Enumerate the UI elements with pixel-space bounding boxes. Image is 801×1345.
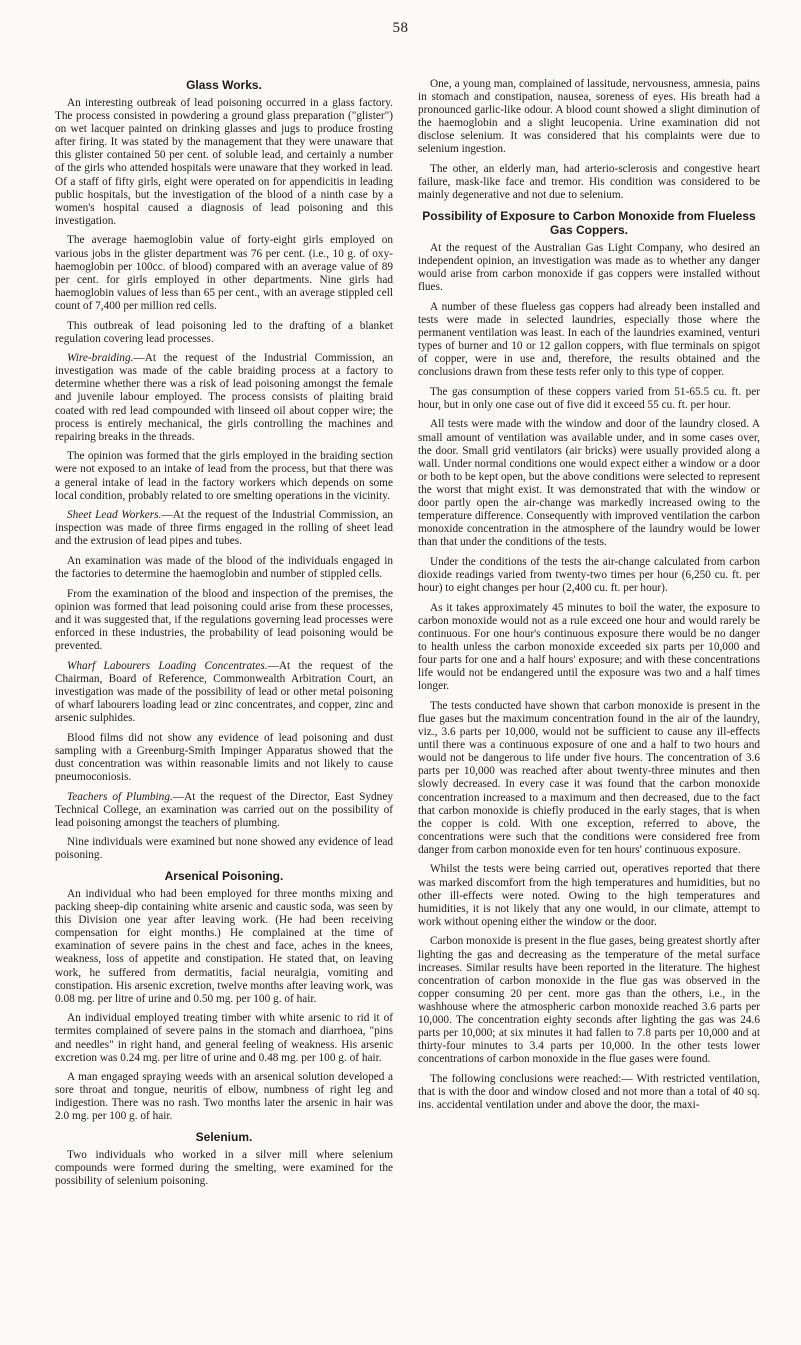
paragraph: Under the conditions of the tests the air-change calculated from carbon dioxide readings varied from twenty-two times per hour (6,250 cu. ft. per hour) to eight changes per hour (2,400 cu. ft. per hour). xyxy=(418,555,760,595)
paragraph: An interesting outbreak of lead poisoning occurred in a glass factory. The process consisted in powdering a ground glass preparation ("glister") on wet lacquer painted on drinking glasses and jugs to produce frosting after firing. It was stated by the management that they were unaware that this glister contained 50 per cent. of soluble lead, and certainly a number of the girls who attended hospitals were unaware that they worked in lead. Of a staff of fifty girls, eight were operated on for appendicitis in leading public hospitals, but the investigation of the blood of a ninth case by a women's hospital caused a diagnosis of lead poisoning and this investigation. xyxy=(55,97,393,227)
paragraph: The following conclusions were reached:— With restricted ventilation, that is with the door and window closed and not more than a total of 40 sq. ins. accidental ventilation under and above the door, the maxi- xyxy=(418,1072,760,1112)
paragraph: All tests were made with the window and door of the laundry closed. A small amount of ventilation was available under, and in some cases over, the door. Small grid ventilators (air bricks) were usually provided along a wall. Under normal conditions one would expect either a window or a door or both to be kept open, but the above conditions were selected to represent the worst that might exist. It was demonstrated that with the window or door partly open the air-change was markedly increased owing to the temperature difference. Consequently with improved ventilation the carbon monoxide concentration in the atmosphere of the laundry would be lower than that under the conditions of the tests. xyxy=(418,418,760,549)
paragraph: A man engaged spraying weeds with an arsenical solution developed a sore throat and tongue, neuritis of elbow, numbness of right leg and indigestion. There was no rash. Two months later the arsenic in hair was 2.0 mg. per 100 g. of hair. xyxy=(55,1071,393,1123)
paragraph: As it takes approximately 45 minutes to boil the water, the exposure to carbon monoxide would not as a rule exceed one hour and would rarely be continuous. For one hour's continuous exposure there would be no danger to health unless the carbon monoxide exceeded six parts per 10,000 and four parts for one and a half hours' exposure; and with these concentrations life would not be endangered until the exposure was two and a half times longer. xyxy=(418,601,760,693)
paragraph: Whilst the tests were being carried out, operatives reported that there was marked discomfort from the high temperatures and humidities, but no other ill-effects were noted. Owing to the high temperatures and humidities, it is not likely that any one would, in our climate, attempt to work without opening either the window or the door. xyxy=(418,863,760,928)
left-column xyxy=(55,78,393,1195)
paragraph: A number of these flueless gas coppers had already been installed and tests were made in selected laundries, especially those where the permanent ventilation was least. In each of the laundries examined, venturi types of burner and 10 or 12 gallon coppers, with flue terminals on spigot of copper, were in use and, therefore, the results obtained and the conclusions drawn from these tests refer only to this type of copper. xyxy=(418,300,760,379)
paragraph: At the request of the Australian Gas Light Company, who desired an independent opinion, an investigation was made as to whether any danger would arise from carbon monoxide if gas coppers were installed without flues. xyxy=(418,241,760,294)
paragraph-text: —At the request of the Industrial Commission, an investigation was made of the cable braiding process at a factory to determine whether there was a risk of lead poisoning amongst the female and juvenile labour employed. The process consists of plaiting braid coated with red lead compounded with linseed oil about copper wire; the process is entirely mechanical, the girls controlling the machines and repairing breaks in the threads. xyxy=(55,352,393,443)
section-heading-arsenical-poisoning: Arsenical Poisoning. xyxy=(164,868,284,883)
paragraph-text: —At the request of the Chairman, Board of Reference, Commonwealth Arbitration Court, an investigation was made of the possibility of lead or other metal poisoning of wharf labourers loading lead or zinc concentrates, and copper, zinc and arsenic sulphides. xyxy=(55,659,393,725)
paragraph: An examination was made of the blood of the individuals engaged in the factories to determine the haemoglobin and number of stippled cells. xyxy=(55,555,393,581)
paragraph: An individual employed treating timber with white arsenic to rid it of termites complained of severe pains in the stomach and diarrhoea, "pins and needles" in right hand, and general feeling of weakness. His arsenic excretion was 0.24 mg. per litre of urine and 0.48 mg. per 100 g. of hair. xyxy=(55,1012,393,1064)
paragraph: The tests conducted have shown that carbon monoxide is present in the flue gases but the maximum concentration found in the air of the laundry, viz., 3.6 parts per 10,000, would not be sufficient to cause any ill-effects until there was a continuous exposure of one and a half to two hours and would not be dangerous to life under five hours. The concentration of 3.6 parts per 10,000 was reached after about twenty-three minutes and then slowly decreased. In every case it was found that the carbon monoxide concentration increased to a maximum and then decreased, due to the fact that carbon monoxide is chiefly produced in the early stages, that is when the copper is cold. With one exception, referred to above, the concentrations were such that the conditions were considered free from danger from carbon monoxide even for ten hours' continuous exposure. xyxy=(418,699,760,856)
paragraph: Blood films did not show any evidence of lead poisoning and dust sampling with a Greenburg-Smith Impinger Apparatus showed that the dust concentration was within reasonable limits and not likely to cause pneumoconiosis. xyxy=(55,731,393,783)
paragraph-teachers-plumbing xyxy=(55,791,393,830)
paragraph: The gas consumption of these coppers varied from 51-65.5 cu. ft. per hour, but in only one case out of five did it exceed 55 cu. ft. per hour. xyxy=(418,385,760,411)
page-number: 58 xyxy=(392,20,409,36)
runin-heading: Sheet Lead Workers. xyxy=(67,509,162,522)
paragraph-text: —At the request of the Director, East Sydney Technical College, an examination was carried out on the possibility of lead poisoning amongst the teachers of plumbing. xyxy=(55,790,393,829)
paragraph: One, a young man, complained of lassitude, nervousness, amnesia, pains in stomach and constipation, nausea, soreness of eyes. His breath had a pronounced garlic-like odour. A blood count showed a slight diminution of the haemoglobin and a slight leucopenia. Urine examination did not disclose selenium. It was considered that his complaints were due to selenium ingestion. xyxy=(418,78,760,156)
section-heading-selenium: Selenium. xyxy=(195,1130,253,1145)
paragraph: Nine individuals were examined but none showed any evidence of lead poisoning. xyxy=(55,836,393,862)
paragraph: Carbon monoxide is present in the flue gases, being greatest shortly after lighting the gas and decreasing as the temperature of the metal surface increases. Similar results have been reported in the literature. The highest concentration of carbon monoxide in the flue gas was observed in the copper consuming 20 per cent. more gas than the others, i.e., in the washhouse where the atmospheric carbon monoxide reached 3.6 parts per 10,000. The concentration eighty seconds after lighting the gas was 24.6 parts per 10,000; at six minutes it had fallen to 7.8 parts per 10,000 and at thirty-four minutes to 3.4 parts per 10,000. In the other tests lower concentrations of carbon monoxide in the flue gases were found. xyxy=(418,935,760,1066)
paragraph: From the examination of the blood and inspection of the premises, the opinion was formed that lead poisoning could arise from these processes, and it was suggested that, if the regulations governing lead processes were enforced in these industries, the probability of lead poisoning would be prevented. xyxy=(55,587,393,653)
paragraph: The average haemoglobin value of forty-eight girls employed on various jobs in the glister department was 76 per cent. (i.e., 10 g. of oxy-haemoglobin per 100cc. of blood) compared with an average value of 89 per cent. for girls employed in other departments. Nine girls had haemoglobin values of less than 65 per cent., with an average stippled cell count of 7,400 per million red cells. xyxy=(55,234,393,312)
paragraph: This outbreak of lead poisoning led to the drafting of a blanket regulation covering lead processes. xyxy=(55,319,393,345)
section-heading-glass-works: Glass Works. xyxy=(186,78,262,92)
paragraph: An individual who had been employed for three months mixing and packing sheep-dip containing white arsenic and caustic soda, was seen by this Division one year after leaving work. (He had been receiving compensation for eight months.) He complained at the time of examination of severe pains in the chest and face, aches in the knees, weakness, loss of appetite and constipation. He stated that, on leaving work, he suffered from dermatitis, facial neuralgia, vomiting and constipation. His arsenic excretion, twelve months after leaving work, was 0.08 mg. per litre of urine and 0.50 mg. per 100 g. of hair. xyxy=(55,887,393,1005)
paragraph-wire-braiding xyxy=(55,352,393,444)
section-heading-carbon-monoxide: Possibility of Exposure to Carbon Monoxide from Flueless Gas Coppers. xyxy=(422,208,756,237)
paragraph: Two individuals who worked in a silver mill where selenium compounds were formed during the smelting, were examined for the possibility of selenium poisoning. xyxy=(55,1149,393,1188)
paragraph: The opinion was formed that the girls employed in the braiding section were not exposed to an intake of lead from the process, but that there was a general intake of lead in the factory workers which depends on some local condition, probably related to ore smelting operations in the vicinity. xyxy=(55,450,393,502)
runin-heading: Wharf Labourers Loading Concentrates. xyxy=(67,659,268,672)
paragraph: The other, an elderly man, had arterio-sclerosis and congestive heart failure, mask-like face and tremor. His condition was considered to be mainly degenerative and not due to selenium. xyxy=(418,163,760,202)
paragraph-sheet-lead xyxy=(55,509,393,548)
runin-heading: Teachers of Plumbing. xyxy=(67,790,173,803)
paragraph-wharf-labourers xyxy=(55,660,393,725)
runin-heading: Wire-braiding. xyxy=(67,352,134,365)
right-column xyxy=(418,78,760,1119)
paragraph-text: —At the request of the Industrial Commission, an inspection was made of three firms engaged in the rolling of sheet lead and the extrusion of lead pipes and tubes. xyxy=(55,509,393,548)
